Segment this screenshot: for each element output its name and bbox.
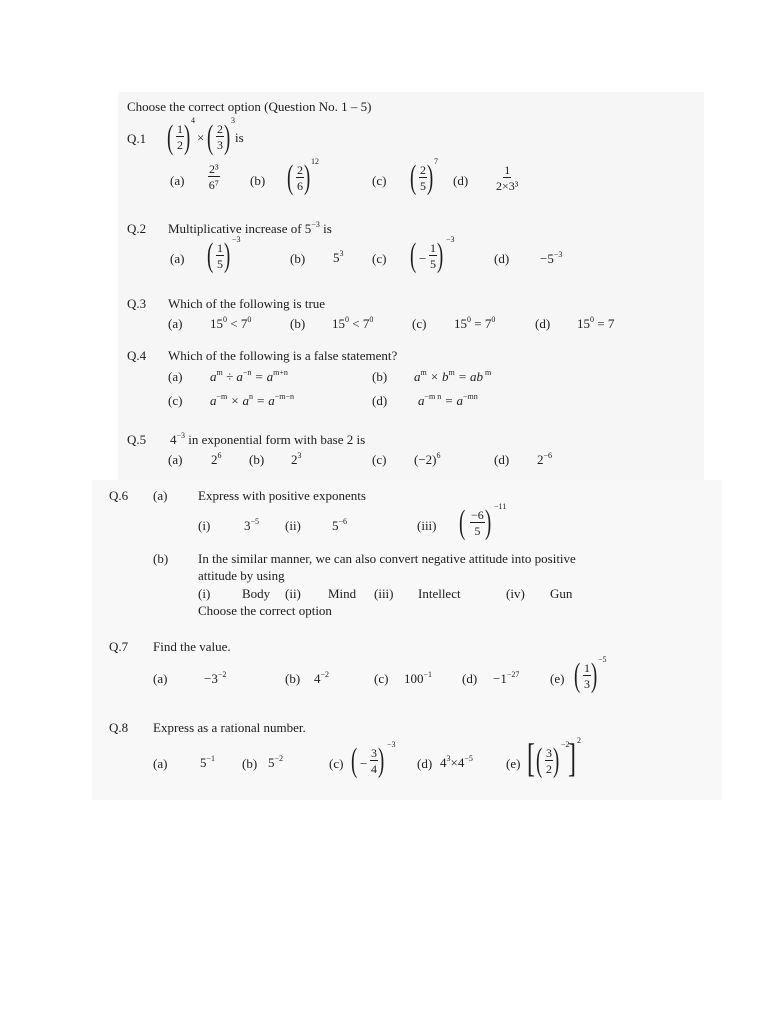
q8-d-e1: 3 bbox=[446, 754, 451, 763]
q3-number: Q.3 bbox=[127, 296, 147, 311]
q7-c-exp: −1 bbox=[423, 670, 433, 679]
q7-option-d-label: (d) bbox=[462, 671, 478, 686]
q1-d-den: 2×3³ bbox=[496, 179, 519, 193]
q8-a-base: 5 bbox=[200, 755, 207, 770]
q7-e-open: ( bbox=[574, 657, 581, 694]
q1-b-exp: 12 bbox=[311, 157, 319, 166]
q7-option-e bbox=[583, 662, 591, 690]
q5-c-base: (−2) bbox=[414, 452, 437, 467]
q2-option-d bbox=[540, 252, 562, 265]
q8-e-close-bracket: ] bbox=[568, 735, 576, 780]
q1-c-close: ) bbox=[427, 159, 434, 196]
q5-option-b bbox=[291, 453, 302, 466]
q2-number: Q.2 bbox=[127, 221, 147, 236]
q1-b2-close: ) bbox=[224, 119, 231, 156]
q6-b-opt-iv-text: Gun bbox=[550, 586, 573, 601]
q6-a-ii bbox=[332, 519, 347, 532]
q1-option-a-label: (a) bbox=[170, 173, 185, 188]
q1-b-den: 6 bbox=[297, 179, 303, 193]
q6-b-opt-iv-label: (iv) bbox=[506, 586, 525, 601]
q8-e-num: 3 bbox=[546, 746, 552, 760]
q7-b-base: 4 bbox=[314, 671, 321, 686]
q5-a-exp: 6 bbox=[217, 451, 222, 460]
q7-a-exp: −2 bbox=[217, 670, 227, 679]
q1-c-open: ( bbox=[410, 159, 417, 196]
q8-e-exp2: 2 bbox=[577, 736, 581, 745]
q6-i-base: 3 bbox=[244, 518, 251, 533]
q1-option-c-label: (c) bbox=[372, 173, 387, 188]
q2-text-exp: −3 bbox=[311, 220, 320, 229]
q3-option-a bbox=[210, 317, 251, 330]
q5-d-base: 2 bbox=[537, 452, 544, 467]
q8-text: Express as a rational number. bbox=[153, 720, 306, 735]
q1-number: Q.1 bbox=[127, 131, 147, 146]
q5-text-base: 4 bbox=[170, 432, 177, 447]
q6-i-exp: −5 bbox=[250, 517, 260, 526]
q7-c-base: 100 bbox=[404, 671, 424, 686]
q4-option-b: $a^m \times b^m$ = ab $^m$ bbox=[414, 368, 492, 384]
q8-e-open: ( bbox=[536, 742, 543, 779]
q8-d-times: ×4 bbox=[450, 755, 465, 770]
q8-e-open-bracket: [ bbox=[527, 735, 535, 780]
q6-ii-exp: −6 bbox=[338, 517, 348, 526]
q8-c-close: ) bbox=[378, 742, 385, 779]
q5-text-rest: in exponential form with base 2 is bbox=[185, 432, 366, 447]
q1-b2-den: 3 bbox=[217, 138, 223, 152]
q6-b-opt-i-label: (i) bbox=[198, 586, 211, 601]
q8-d-e2: −5 bbox=[464, 754, 473, 763]
q5-d-exp: −6 bbox=[543, 451, 553, 460]
q6-number: Q.6 bbox=[109, 488, 129, 503]
q5-option-c-label: (c) bbox=[372, 452, 387, 467]
q3-option-c bbox=[454, 317, 495, 330]
q2-a-exp: −3 bbox=[232, 235, 241, 244]
q2-a-den: 5 bbox=[217, 257, 223, 271]
q6-a-i-label: (i) bbox=[198, 518, 211, 533]
q8-e-close: ) bbox=[553, 742, 560, 779]
q2-text bbox=[168, 222, 332, 235]
q3-option-d bbox=[577, 317, 614, 330]
q8-b-base: 5 bbox=[268, 755, 275, 770]
q4-option-b-label: (b) bbox=[372, 369, 388, 384]
q6-b-line2: attitude by using bbox=[198, 568, 285, 583]
q2-option-a-label: (a) bbox=[170, 251, 185, 266]
q5-a-base: 2 bbox=[211, 452, 218, 467]
q1-option-c bbox=[419, 164, 427, 192]
q7-number: Q.7 bbox=[109, 639, 129, 654]
q2-c-exp: −3 bbox=[446, 235, 455, 244]
q3-d-base: 15 bbox=[577, 316, 590, 331]
q1-b2-exp: 3 bbox=[231, 116, 235, 125]
q5-text bbox=[170, 433, 365, 446]
q1-times: × bbox=[197, 130, 205, 145]
q6-iii-close: ) bbox=[485, 504, 492, 541]
q8-option-d-label: (d) bbox=[417, 756, 433, 771]
q6-iii-exp: −11 bbox=[494, 502, 507, 511]
q3-b-rest: < 7 bbox=[349, 316, 370, 331]
q2-a-close: ) bbox=[224, 237, 231, 274]
q8-option-e-label: (e) bbox=[506, 756, 521, 771]
worksheet-part-1 bbox=[118, 92, 704, 480]
q6-a-i bbox=[244, 519, 259, 532]
q6-part-a-label: (a) bbox=[153, 488, 168, 503]
q7-e-exp: −5 bbox=[598, 655, 607, 664]
q5-c-exp: 6 bbox=[436, 451, 441, 460]
q2-option-a bbox=[216, 242, 224, 270]
q8-option-a bbox=[200, 756, 215, 769]
q1-b1-exp: 4 bbox=[191, 116, 195, 125]
q8-e-den: 2 bbox=[546, 762, 552, 776]
q3-option-d-label: (d) bbox=[535, 316, 551, 331]
q3-a-base: 15 bbox=[210, 316, 223, 331]
q6-ii-base: 5 bbox=[332, 518, 339, 533]
q4-number: Q.4 bbox=[127, 348, 147, 363]
q4-text: Which of the following is a false statement? bbox=[168, 348, 398, 363]
q7-d-exp: −27 bbox=[506, 670, 520, 679]
q5-number: Q.5 bbox=[127, 432, 147, 447]
q1-a-num: 2³ bbox=[209, 162, 219, 176]
q7-option-a-label: (a) bbox=[153, 671, 168, 686]
q6-b-line1: In the similar manner, we can also convert negative attitude into positive bbox=[198, 551, 576, 566]
q2-d-exp: −3 bbox=[553, 250, 563, 259]
q8-c-open: ( bbox=[351, 742, 358, 779]
q8-a-exp: −1 bbox=[206, 754, 216, 763]
q3-b-base: 15 bbox=[332, 316, 345, 331]
q8-number: Q.8 bbox=[109, 720, 129, 735]
q7-option-d bbox=[493, 672, 519, 685]
q1-c-den: 5 bbox=[420, 179, 426, 193]
q7-a-base: −3 bbox=[204, 671, 218, 686]
q6-iii-num: −6 bbox=[471, 508, 484, 522]
q1-b1-open: ( bbox=[167, 119, 174, 156]
q1-b1-num: 1 bbox=[177, 122, 183, 136]
q6-b-opt-i-text: Body bbox=[242, 586, 271, 601]
q6-a-iii bbox=[470, 509, 485, 537]
q8-option-c-label: (c) bbox=[329, 756, 344, 771]
q7-e-den: 3 bbox=[584, 677, 590, 691]
q1-b1-fraction bbox=[176, 123, 184, 151]
q7-option-c bbox=[404, 672, 432, 685]
q3-a-exp2: 0 bbox=[247, 315, 252, 324]
q3-d-exp: 0 bbox=[590, 315, 594, 324]
q7-option-e-label: (e) bbox=[550, 671, 565, 686]
q6-b-opt-iii-label: (iii) bbox=[374, 586, 394, 601]
q7-option-b bbox=[314, 672, 329, 685]
q6-b-line4: Choose the correct option bbox=[198, 603, 332, 618]
q5-option-a-label: (a) bbox=[168, 452, 183, 467]
q1-c-num: 2 bbox=[420, 163, 426, 177]
q1-option-b bbox=[296, 164, 304, 192]
q1-b2-open: ( bbox=[207, 119, 214, 156]
q5-option-d-label: (d) bbox=[494, 452, 510, 467]
q7-b-exp: −2 bbox=[320, 670, 330, 679]
q7-option-b-label: (b) bbox=[285, 671, 301, 686]
q2-option-c bbox=[429, 242, 437, 270]
q6-iii-open: ( bbox=[459, 504, 466, 541]
q7-option-a bbox=[204, 672, 226, 685]
q5-option-b-label: (b) bbox=[249, 452, 265, 467]
q1-option-b-label: (b) bbox=[250, 173, 266, 188]
instruction-text: Choose the correct option (Question No. 1 – 5) bbox=[127, 99, 372, 114]
q6-part-a-text: Express with positive exponents bbox=[198, 488, 366, 503]
q1-a-den: 6⁷ bbox=[208, 178, 219, 192]
q4-option-d-label: (d) bbox=[372, 393, 388, 408]
q3-option-b bbox=[332, 317, 373, 330]
q6-b-opt-iii-text: Intellect bbox=[418, 586, 461, 601]
q2-a-open: ( bbox=[207, 237, 214, 274]
q1-b-open: ( bbox=[287, 159, 294, 196]
q5-option-a bbox=[211, 453, 222, 466]
q1-b-num: 2 bbox=[297, 163, 303, 177]
q3-c-base: 15 bbox=[454, 316, 467, 331]
q3-b-exp2: 0 bbox=[369, 315, 374, 324]
q7-d-base: −1 bbox=[493, 671, 507, 686]
q2-b-exp: 3 bbox=[339, 249, 344, 258]
q7-text: Find the value. bbox=[153, 639, 231, 654]
q1-option-a bbox=[208, 163, 220, 191]
q5-b-base: 2 bbox=[291, 452, 298, 467]
q6-a-ii-label: (ii) bbox=[285, 518, 301, 533]
q3-a-rest: < 7 bbox=[227, 316, 248, 331]
q4-option-a-label: (a) bbox=[168, 369, 183, 384]
q8-c-exp: −3 bbox=[387, 740, 396, 749]
q8-option-d bbox=[440, 756, 473, 769]
q6-a-iii-label: (iii) bbox=[417, 518, 437, 533]
q2-d-base: −5 bbox=[540, 251, 554, 266]
q8-e-exp: −2 bbox=[561, 740, 570, 749]
q2-text-end: is bbox=[319, 221, 332, 236]
q8-d-b1: 4 bbox=[440, 755, 447, 770]
q7-option-c-label: (c) bbox=[374, 671, 389, 686]
q1-option-d bbox=[496, 164, 518, 192]
q3-option-c-label: (c) bbox=[412, 316, 427, 331]
q2-option-b-label: (b) bbox=[290, 251, 306, 266]
q1-c-exp: 7 bbox=[434, 157, 438, 166]
q6-b-opt-ii-label: (ii) bbox=[285, 586, 301, 601]
q5-text-exp: −3 bbox=[176, 431, 186, 440]
q2-c-close: ) bbox=[437, 237, 444, 274]
q3-a-exp: 0 bbox=[223, 315, 227, 324]
q2-c-num: 1 bbox=[430, 241, 436, 255]
q3-c-exp: 0 bbox=[467, 315, 471, 324]
q5-b-exp: 3 bbox=[297, 451, 302, 460]
q8-option-b bbox=[268, 756, 283, 769]
q2-c-sign: − bbox=[419, 251, 427, 266]
q3-option-b-label: (b) bbox=[290, 316, 306, 331]
q2-c-den: 5 bbox=[430, 257, 436, 271]
q2-option-b bbox=[333, 251, 344, 264]
q1-d-num: 1 bbox=[504, 163, 511, 177]
q4-option-a: $a^m \div a^{-n} = a^{m+n}$ bbox=[210, 368, 288, 384]
q7-e-close: ) bbox=[591, 657, 598, 694]
q2-c-open: ( bbox=[410, 237, 417, 274]
q2-option-d-label: (d) bbox=[494, 251, 510, 266]
q7-e-num: 1 bbox=[584, 661, 590, 675]
q1-b1-close: ) bbox=[184, 119, 191, 156]
q4-option-c-label: (c) bbox=[168, 393, 183, 408]
q8-option-b-label: (b) bbox=[242, 756, 258, 771]
q1-b-close: ) bbox=[304, 159, 311, 196]
q1-b2-fraction bbox=[216, 123, 224, 151]
q8-c-den: 4 bbox=[371, 762, 377, 776]
q6-iii-den: 5 bbox=[474, 524, 481, 538]
q8-option-a-label: (a) bbox=[153, 756, 168, 771]
q1-b1-den: 2 bbox=[177, 138, 183, 152]
q3-b-exp: 0 bbox=[345, 315, 349, 324]
q2-text-main: Multiplicative increase of 5 bbox=[168, 221, 312, 236]
q1-b2-num: 2 bbox=[217, 122, 223, 136]
q6-part-b-label: (b) bbox=[153, 551, 169, 566]
q2-b-base: 5 bbox=[333, 250, 340, 265]
q6-b-opt-ii-text: Mind bbox=[328, 586, 357, 601]
q5-option-d bbox=[537, 453, 552, 466]
q1-option-d-label: (d) bbox=[453, 173, 469, 188]
q3-option-a-label: (a) bbox=[168, 316, 183, 331]
q3-text: Which of the following is true bbox=[168, 296, 326, 311]
q4-option-c: $a^{-m} \times a^n = a^{-m-n}$ bbox=[210, 392, 295, 408]
q8-c-sign: − bbox=[360, 756, 368, 771]
q8-b-exp: −2 bbox=[274, 754, 284, 763]
q4-option-d: $a^{-m n} = a^{-mn}$ bbox=[418, 392, 478, 408]
q3-d-rest: = 7 bbox=[594, 316, 615, 331]
q1-is: is bbox=[235, 130, 244, 145]
q3-c-exp2: 0 bbox=[491, 315, 496, 324]
q8-option-c bbox=[370, 747, 378, 775]
q5-option-c bbox=[414, 453, 441, 466]
q3-c-rest: = 7 bbox=[471, 316, 492, 331]
q8-option-e bbox=[545, 747, 553, 775]
q2-option-c-label: (c) bbox=[372, 251, 387, 266]
q2-a-num: 1 bbox=[217, 241, 223, 255]
q8-c-num: 3 bbox=[371, 746, 377, 760]
